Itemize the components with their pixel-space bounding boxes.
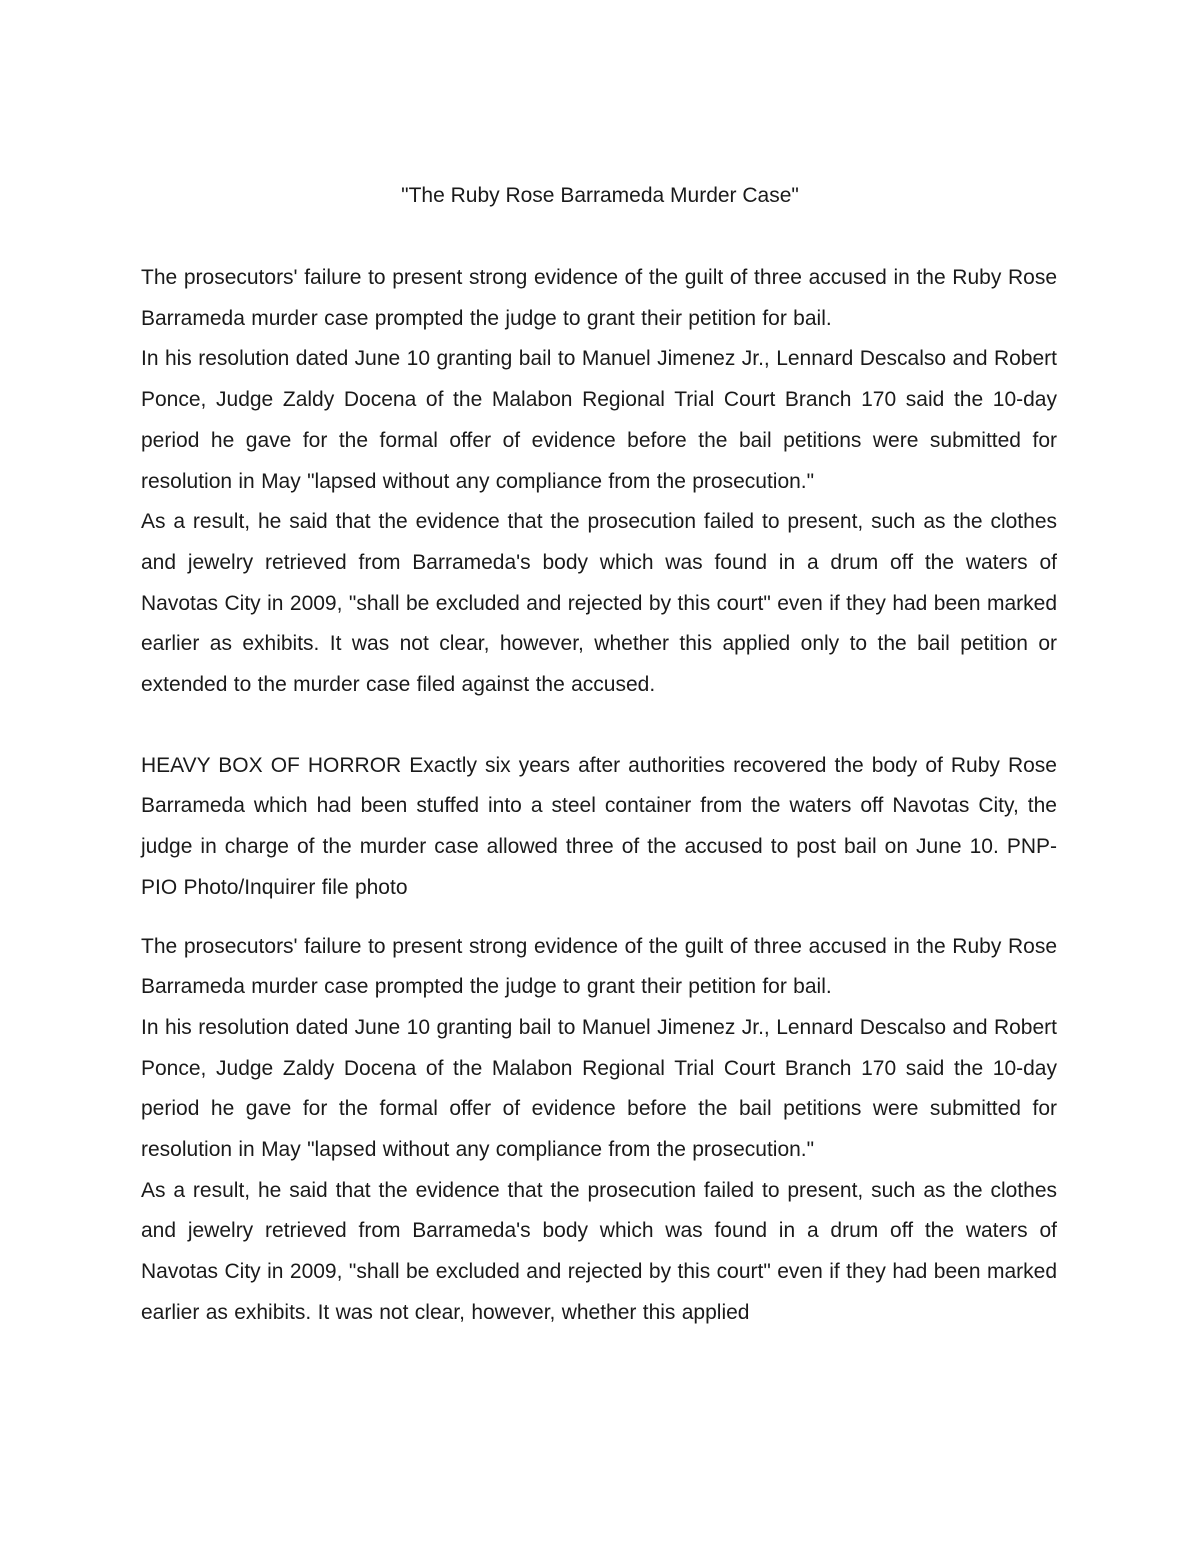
document-title: "The Ruby Rose Barrameda Murder Case" — [401, 184, 799, 207]
paragraph-3: As a result, he said that the evidence that the prosecution failed to present, such as the clothes and jewelry retrieved from Barrameda's body which was found in a drum off the waters of Navotas City in 2009, "shall be excluded and rejected by this court" even if they had been marked earlier as exhibits. It was not clear, however, whether this applied only to the bail petition or extended to the murder case filed against the accused. — [141, 510, 1057, 697]
paragraph-6: As a result, he said that the evidence that the prosecution failed to present, such as the clothes and jewelry retrieved from Barrameda's body which was found in a drum off the waters of Navotas City in 2009, "shall be excluded and rejected by this court" even if they had been marked earlier as exhibits. It was not clear, however, whether this applied — [141, 1178, 1057, 1324]
paragraph-2: In his resolution dated June 10 granting bail to Manuel Jimenez Jr., Lennard Descalso and Robert Ponce, Judge Zaldy Docena of the Malabon Regional Trial Court Branch 170 said the 10-day period he gave for the formal offer of evidence before the bail petitions were submitted for resolution in May "lapsed without any compliance from the prosecution." — [141, 347, 1057, 493]
paragraph-1: The prosecutors' failure to present strong evidence of the guilt of three accused in the Ruby Rose Barrameda murder case prompted the judge to grant their petition for bail. — [141, 266, 1057, 330]
paragraph-spacer — [141, 706, 1057, 746]
photo-caption: HEAVY BOX OF HORROR Exactly six years after authorities recovered the body of Ruby Rose Barrameda which had been stuffed into a steel container from the waters off Navotas City, the judge in charge of the murder case allowed three of the accused to post bail on June 10. PNP-PIO Photo/Inquirer file photo — [141, 753, 1057, 899]
document-body — [141, 258, 1057, 1334]
paragraph-spacer — [141, 909, 1057, 927]
paragraph-5: In his resolution dated June 10 granting bail to Manuel Jimenez Jr., Lennard Descalso and Robert Ponce, Judge Zaldy Docena of the Malabon Regional Trial Court Branch 170 said the 10-day period he gave for the formal offer of evidence before the bail petitions were submitted for resolution in May "lapsed without any compliance from the prosecution." — [141, 1015, 1057, 1162]
paragraph-4: The prosecutors' failure to present strong evidence of the guilt of three accused in the Ruby Rose Barrameda murder case prompted the judge to grant their petition for bail. — [141, 934, 1057, 999]
